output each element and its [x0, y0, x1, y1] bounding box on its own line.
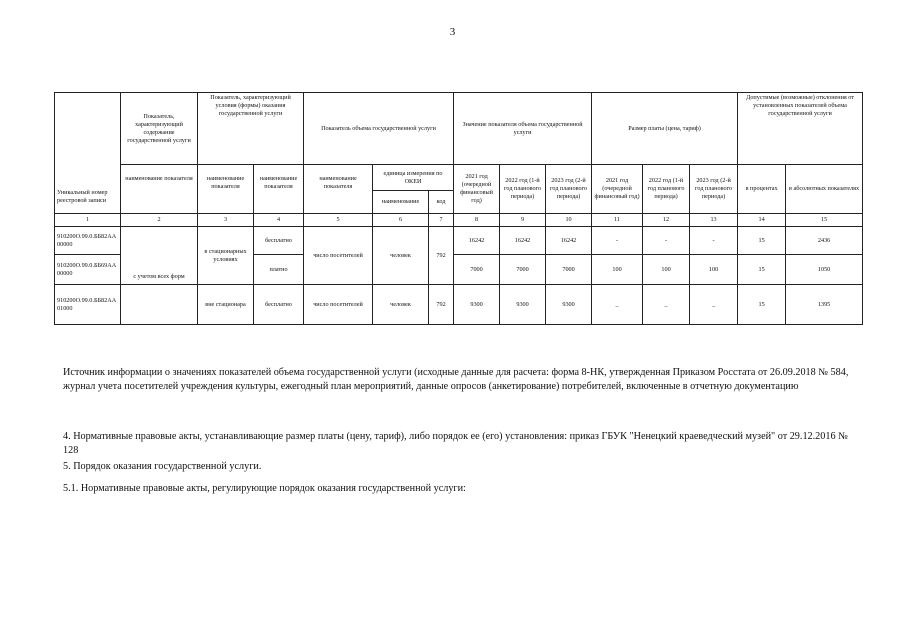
registry-number: 910200О.99.0.ББ82АА01000	[55, 285, 121, 325]
deviation-absolute: 1050	[786, 255, 863, 285]
value-2022: 9300	[500, 285, 546, 325]
table-subheader-row	[55, 165, 863, 191]
header-fee: Размер платы (цена, тариф)	[592, 93, 738, 165]
deviation-absolute: 2436	[786, 227, 863, 255]
condition-merged-cell: в стационарных условиях	[198, 227, 254, 285]
subheader-condition-name-1: наименование показателя	[198, 165, 254, 214]
value-2021: 16242	[454, 227, 500, 255]
value-2023: 7000	[546, 255, 592, 285]
header-conditions-indicator: Показатель, характеризующий условия (формы) оказания государственной услуги	[198, 93, 304, 165]
header-volume-value: Значение показателя объема государственной услуги	[454, 93, 592, 165]
column-number: 15	[786, 214, 863, 227]
section-4-paragraph: 4. Нормативные правовые акты, устанавливающие размер платы (цену, тариф), либо порядок ее (его) установления: приказ ГБУК "Ненецкий краеведческий музей" от 29.12.2016 № 128	[63, 431, 848, 456]
column-number: 5	[304, 214, 373, 227]
deviation-percent: 15	[738, 227, 786, 255]
fee-2021: _	[592, 285, 643, 325]
payment-type: платно	[254, 255, 304, 285]
fee-2021: -	[592, 227, 643, 255]
column-number: 9	[500, 214, 546, 227]
deviation-absolute: 1395	[786, 285, 863, 325]
column-number: 8	[454, 214, 500, 227]
service-volume-table	[54, 92, 863, 325]
content-empty-cell	[121, 285, 198, 325]
section-5-paragraph: 5. Порядок оказания государственной услуги.	[63, 461, 262, 472]
code-merged-cell: 792	[429, 227, 454, 285]
volume-cell: число посетителей	[304, 285, 373, 325]
subheader-absolute: в абсолютных показателях	[786, 165, 863, 214]
payment-type: бесплатно	[254, 227, 304, 255]
fee-2022: _	[643, 285, 690, 325]
condition-cell: вне стационара	[198, 285, 254, 325]
registry-number: 910200О.99.0.ББ82АА00000	[55, 227, 121, 255]
header-content-indicator: Показатель, характеризующий содержание государственной услуги	[121, 93, 198, 165]
subheader-unit-okei: единица измерения по ОКЕИ	[373, 165, 454, 191]
volume-merged-cell: число посетителей	[304, 227, 373, 285]
value-2021: 7000	[454, 255, 500, 285]
value-2023: 16242	[546, 227, 592, 255]
table-header-row	[55, 93, 863, 165]
fee-2022: -	[643, 227, 690, 255]
unit-merged-cell: человек	[373, 227, 429, 285]
column-number: 10	[546, 214, 592, 227]
subheader-value-2022: 2022 год (1-й год планового периода)	[500, 165, 546, 214]
table-row	[55, 285, 863, 325]
fee-2022: 100	[643, 255, 690, 285]
source-paragraph: Источник информации о значениях показателей объема государственной услуги (исходные данные для расчета: форма 8-НК, утвержденная Приказом Росстата от 26.09.2018 № 584, журнал учета посетителей учреждения культуры, ежегодный план мероприятий, данные опросов (анкетирование) потребителей, включенные в отчетную документацию	[63, 367, 849, 392]
fee-2021: 100	[592, 255, 643, 285]
content-merged-cell: с учетом всех форм	[121, 227, 198, 285]
subheader-content-name: наименование показателя	[121, 165, 198, 214]
column-numbers-row	[55, 214, 863, 227]
column-number: 7	[429, 214, 454, 227]
unit-cell: человек	[373, 285, 429, 325]
value-2022: 16242	[500, 227, 546, 255]
column-number: 3	[198, 214, 254, 227]
deviation-percent: 15	[738, 255, 786, 285]
subheader-fee-2022: 2022 год (1-й год планового периода)	[643, 165, 690, 214]
column-number: 11	[592, 214, 643, 227]
subheader-condition-name-2: наименование показателя	[254, 165, 304, 214]
value-2023: 9300	[546, 285, 592, 325]
header-deviation: Допустимые (возможные) отклонения от установленных показателей объема государственной услуги	[738, 93, 863, 165]
subheader-fee-2021: 2021 год (очередной финансовый год)	[592, 165, 643, 214]
deviation-percent: 15	[738, 285, 786, 325]
column-number: 12	[643, 214, 690, 227]
fee-2023: _	[690, 285, 738, 325]
column-number: 13	[690, 214, 738, 227]
page-number: 3	[449, 26, 456, 38]
fee-2023: 100	[690, 255, 738, 285]
registry-number: 910200О.99.0.ББ69АА00000	[55, 255, 121, 285]
column-number: 4	[254, 214, 304, 227]
header-volume-indicator: Показатель объема государственной услуги	[304, 93, 454, 165]
header-unique-number: Уникальный номер реестровой записи	[55, 93, 121, 214]
subheader-unit-code: код	[429, 191, 454, 214]
section-5-1-paragraph: 5.1. Нормативные правовые акты, регулирующие порядок оказания государственной услуги:	[63, 483, 466, 494]
value-2022: 7000	[500, 255, 546, 285]
subheader-volume-name: наименование показателя	[304, 165, 373, 214]
fee-2023: -	[690, 227, 738, 255]
table-row	[55, 227, 863, 255]
column-number: 2	[121, 214, 198, 227]
subheader-fee-2023: 2023 год (2-й год планового периода)	[690, 165, 738, 214]
column-number: 1	[55, 214, 121, 227]
code-cell: 792	[429, 285, 454, 325]
subheader-value-2023: 2023 год (2-й год планового периода)	[546, 165, 592, 214]
column-number: 6	[373, 214, 429, 227]
value-2021: 9300	[454, 285, 500, 325]
subheader-value-2021: 2021 год (очередной финансовый год)	[454, 165, 500, 214]
payment-type: бесплатно	[254, 285, 304, 325]
column-number: 14	[738, 214, 786, 227]
subheader-percent: в процентах	[738, 165, 786, 214]
subheader-unit-name: наименование	[373, 191, 429, 214]
